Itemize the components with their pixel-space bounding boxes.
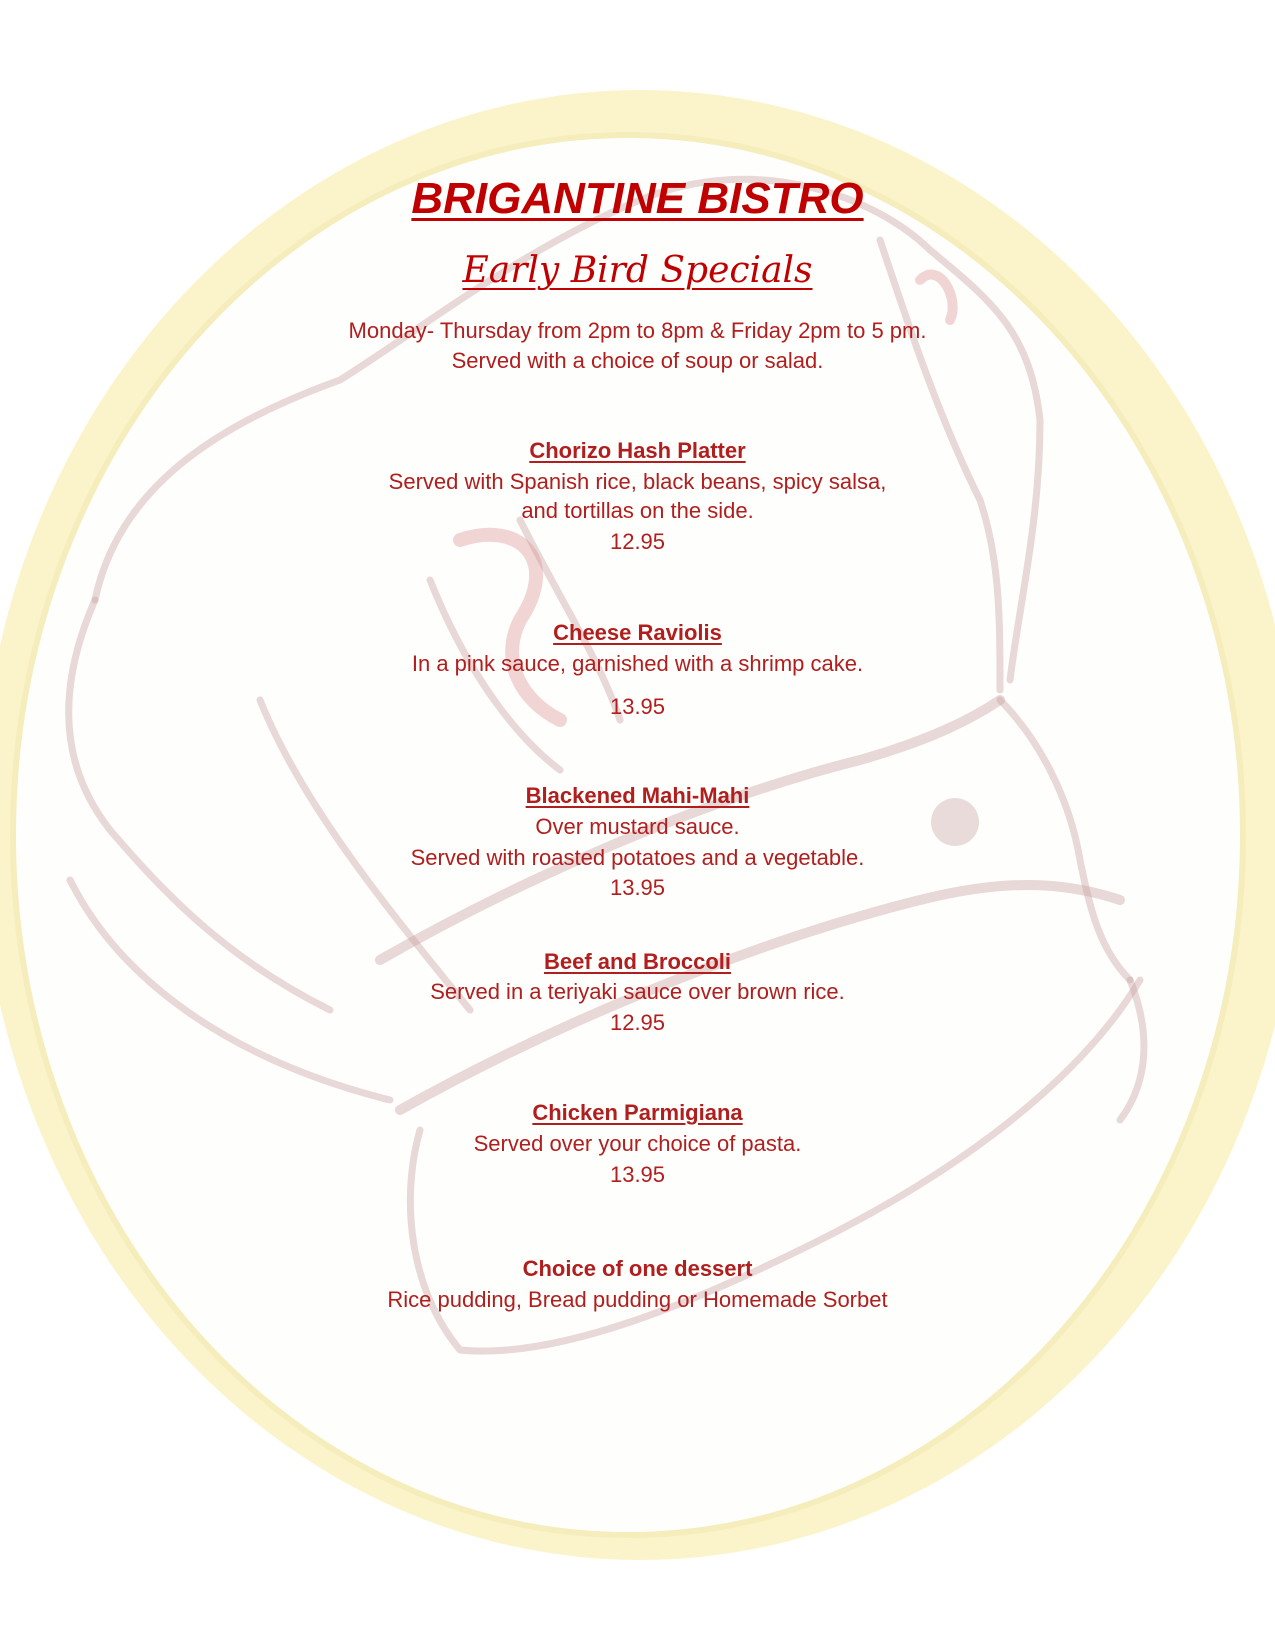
- dish-name: Cheese Raviolis: [553, 620, 722, 645]
- dish-description: Over mustard sauce.: [535, 814, 740, 839]
- menu-subtitle: Early Bird Specials: [462, 250, 813, 291]
- restaurant-title: BRIGANTINE BISTRO: [411, 174, 864, 223]
- dish-description: Served with Spanish rice, black beans, spicy salsa,: [388, 469, 887, 494]
- dish-price: 13.95: [609, 875, 666, 900]
- dish-price: 12.95: [609, 529, 666, 554]
- dessert-options: Rice pudding, Bread pudding or Homemade Sorbet: [387, 1287, 888, 1312]
- dessert-heading: Choice of one dessert: [522, 1256, 753, 1281]
- dish-description: Served over your choice of pasta.: [473, 1131, 802, 1156]
- schedule-text: Monday- Thursday from 2pm to 8pm & Friday 2pm to 5 pm.: [348, 318, 927, 343]
- dish-description: Served with roasted potatoes and a vegetable.: [410, 845, 865, 870]
- dish-description: Served in a teriyaki sauce over brown rice.: [430, 979, 845, 1004]
- dish-description: In a pink sauce, garnished with a shrimp cake.: [411, 651, 864, 676]
- dish-name: Chicken Parmigiana: [532, 1100, 743, 1125]
- served-with-text: Served with a choice of soup or salad.: [451, 348, 824, 373]
- dish-name: Blackened Mahi-Mahi: [525, 783, 750, 808]
- dish-price: 13.95: [609, 1162, 666, 1187]
- dish-name: Chorizo Hash Platter: [529, 438, 746, 463]
- dish-price: 13.95: [609, 694, 666, 719]
- dish-price: 12.95: [609, 1010, 666, 1035]
- dish-name: Beef and Broccoli: [543, 949, 732, 974]
- dish-description: and tortillas on the side.: [521, 498, 754, 523]
